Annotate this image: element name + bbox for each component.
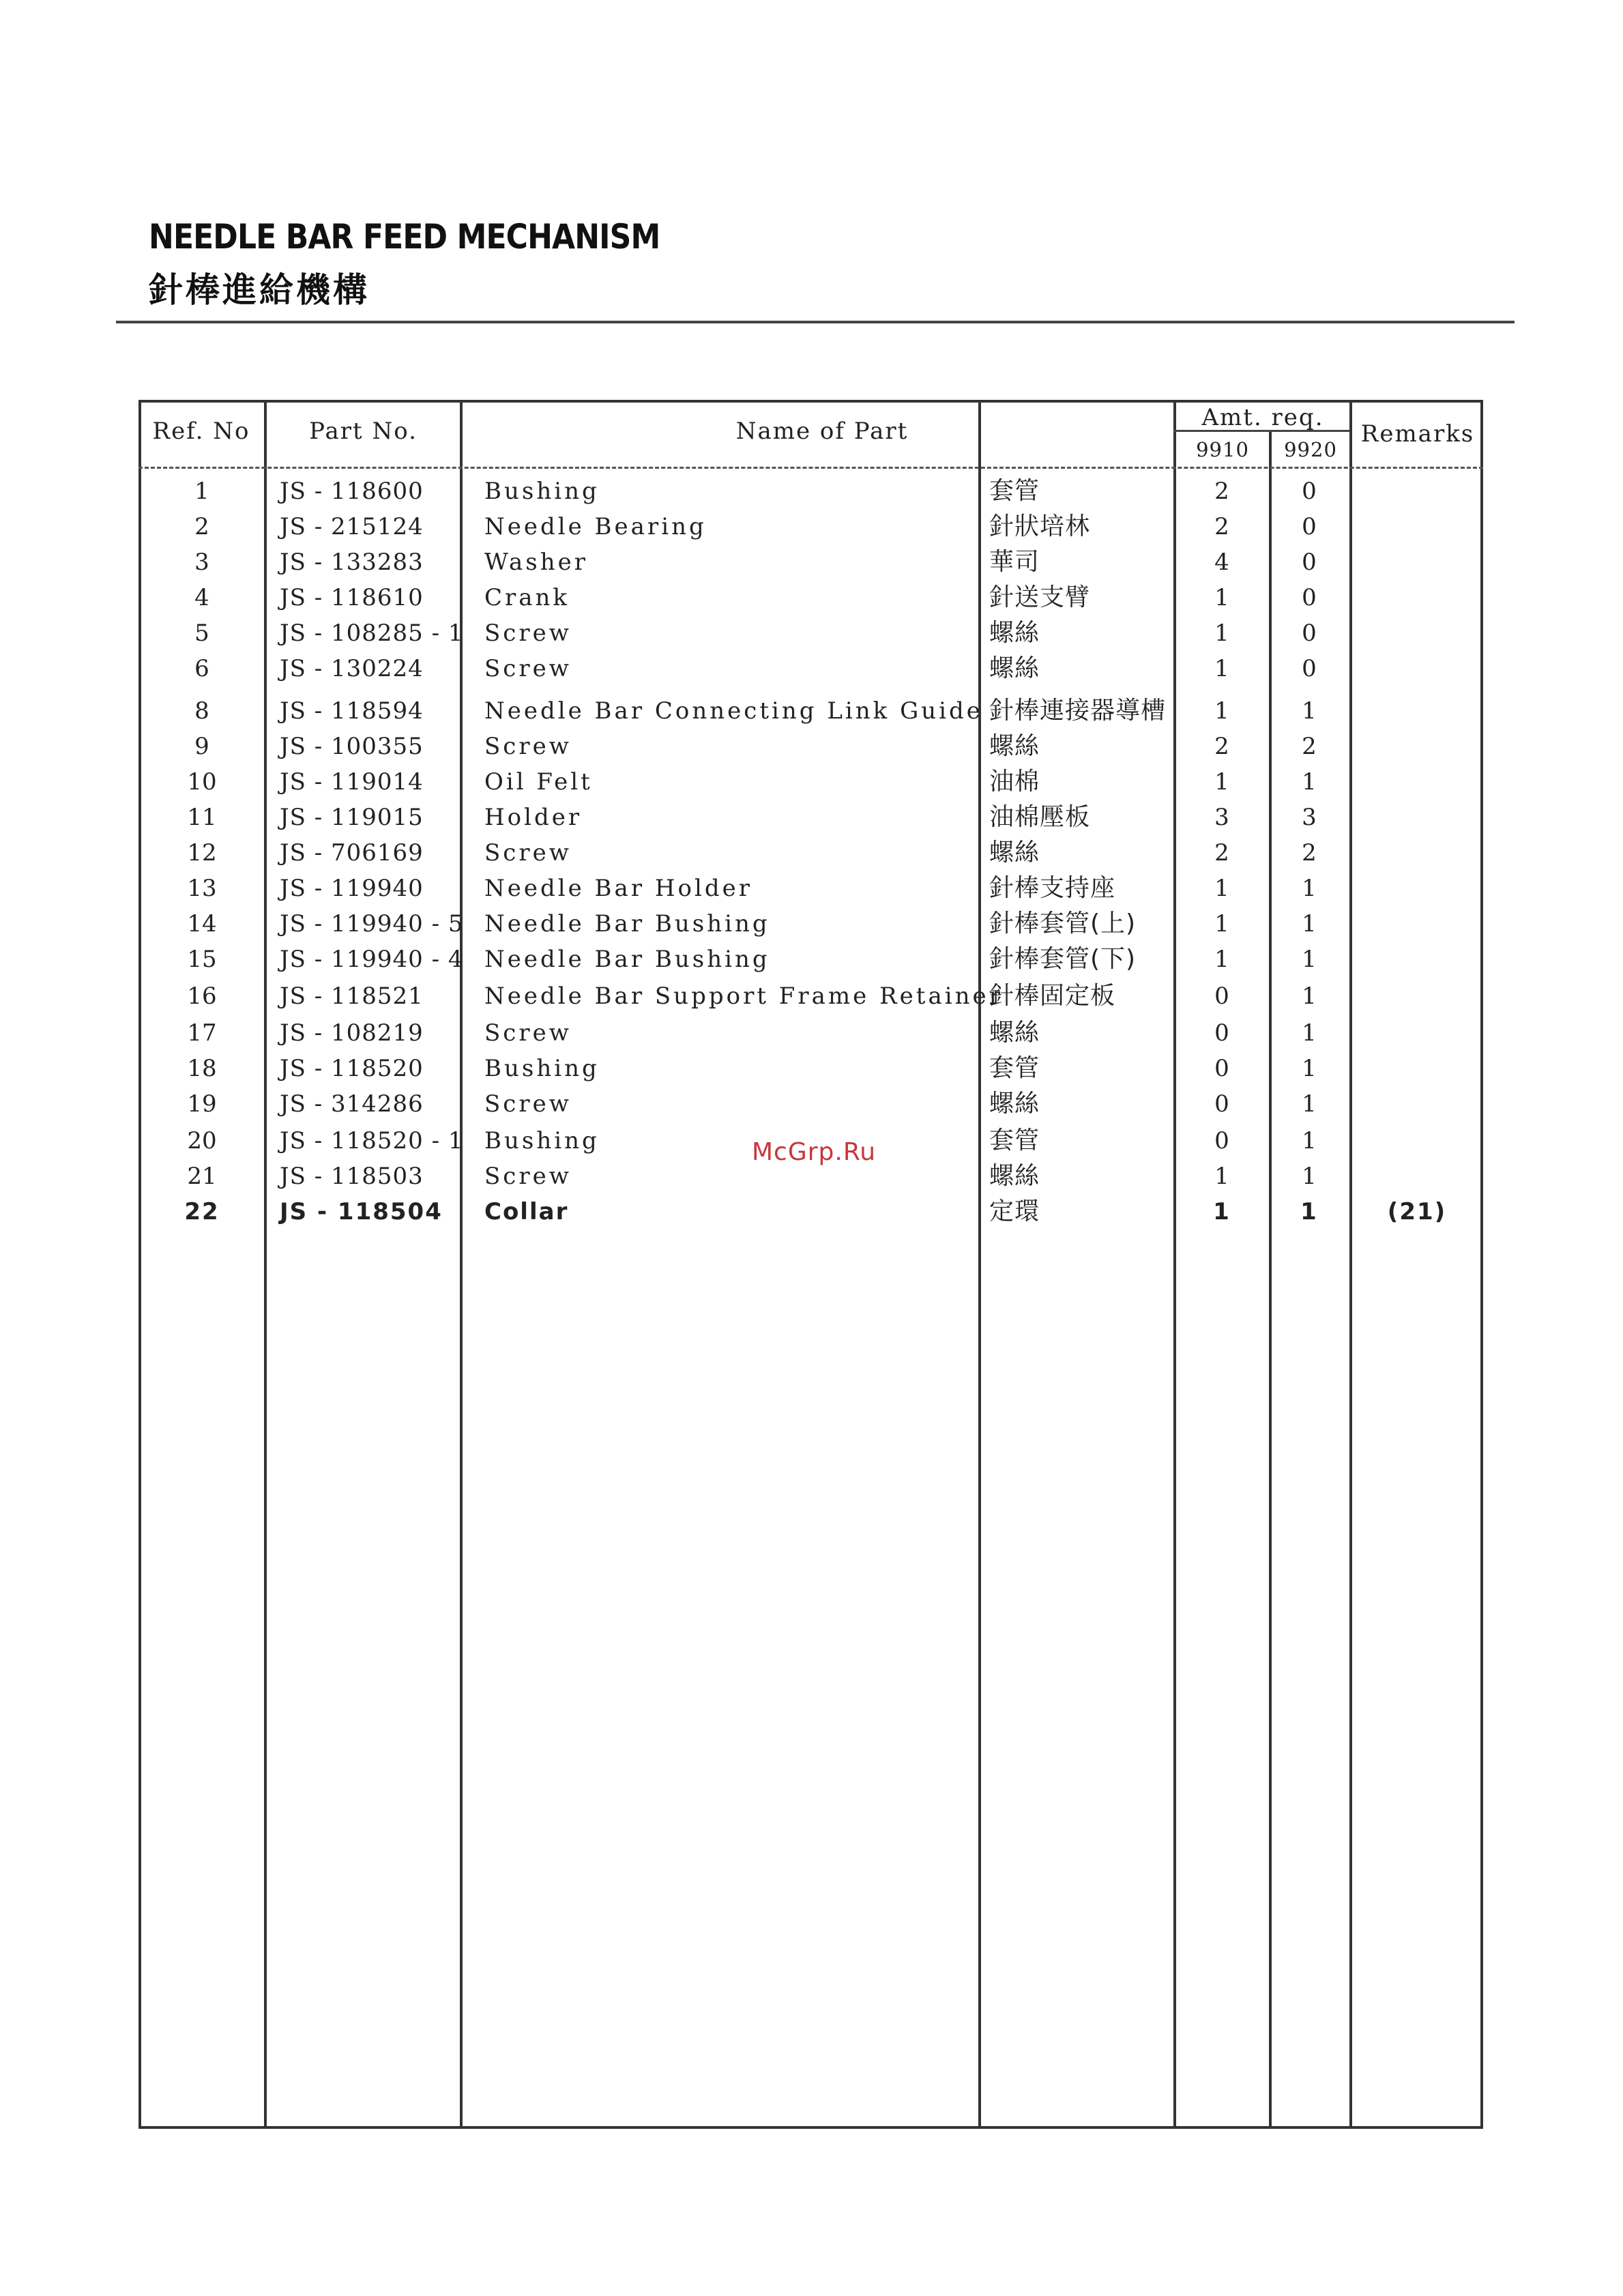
part-name-chinese-cell: 針棒支持座 (989, 874, 1116, 902)
part-no-cell: JS - 118504 (280, 1198, 443, 1225)
amt-9920-cell: 1 (1302, 1163, 1317, 1190)
amt-9910-cell: 1 (1214, 875, 1229, 902)
header-ref-no: Ref. No (152, 418, 250, 445)
part-no-cell: JS - 215124 (280, 513, 424, 540)
ref-no-cell: 15 (187, 946, 217, 973)
amt-9910-cell: 2 (1214, 478, 1229, 505)
part-no-cell: JS - 133283 (280, 549, 424, 576)
part-no-cell: JS - 108219 (280, 1019, 424, 1047)
part-name-cell: Needle Bar Connecting Link Guide (484, 697, 983, 725)
amt-9920-cell: 1 (1302, 1019, 1317, 1047)
header-name-of-part: Name of Part (735, 418, 909, 445)
amt-9910-cell: 1 (1214, 584, 1229, 611)
part-name-cell: Needle Bar Bushing (484, 946, 770, 973)
part-no-cell: JS - 119940 (280, 875, 424, 902)
amt-9920-cell: 0 (1302, 478, 1317, 505)
watermark: McGrp.Ru (752, 1138, 877, 1166)
ref-no-cell: 11 (187, 804, 217, 831)
part-name-chinese-cell: 螺絲 (989, 839, 1040, 867)
amt-9920-cell: 1 (1302, 946, 1317, 973)
amt-9910-cell: 0 (1214, 1127, 1229, 1154)
amt-9910-cell: 2 (1214, 733, 1229, 760)
header-remarks: Remarks (1360, 420, 1475, 448)
amt-9910-cell: 0 (1214, 1019, 1229, 1047)
part-name-cell: Washer (484, 549, 588, 576)
ref-no-cell: 1 (194, 478, 209, 505)
amt-9920-cell: 1 (1302, 1127, 1317, 1154)
part-name-cell: Bushing (484, 1127, 600, 1154)
ref-no-cell: 22 (184, 1198, 220, 1225)
part-no-cell: JS - 118521 (280, 983, 424, 1010)
ref-no-cell: 12 (187, 839, 217, 867)
header-amt-9920: 9920 (1284, 438, 1337, 461)
amt-9920-cell: 0 (1302, 620, 1317, 647)
amt-9910-cell: 0 (1214, 1055, 1229, 1082)
amt-9920-cell: 1 (1302, 875, 1317, 902)
part-name-cell: Screw (484, 1019, 572, 1047)
page-title-chinese: 針棒進給機構 (149, 270, 370, 310)
ref-no-cell: 20 (187, 1127, 217, 1154)
header-amt-req: Amt. req. (1201, 404, 1324, 431)
part-name-cell: Crank (484, 584, 570, 611)
part-name-chinese-cell: 套管 (989, 1127, 1040, 1154)
part-name-chinese-cell: 華司 (989, 548, 1040, 576)
amt-9910-cell: 1 (1214, 768, 1229, 796)
amt-9910-cell: 1 (1214, 910, 1229, 938)
amt-9910-cell: 1 (1214, 1163, 1229, 1190)
ref-no-cell: 13 (187, 875, 217, 902)
ref-no-cell: 14 (187, 910, 217, 938)
part-name-cell: Bushing (484, 1055, 600, 1082)
amt-9910-cell: 3 (1214, 804, 1229, 831)
amt-9920-cell: 1 (1300, 1198, 1318, 1225)
amt-9910-cell: 4 (1214, 549, 1229, 576)
part-name-chinese-cell: 螺絲 (989, 619, 1040, 647)
part-no-cell: JS - 119015 (280, 804, 424, 831)
ref-no-cell: 9 (194, 733, 209, 760)
page-title: NEEDLE BAR FEED MECHANISM (149, 217, 660, 257)
ref-no-cell: 8 (194, 697, 209, 725)
part-name-chinese-cell: 螺絲 (989, 1019, 1040, 1047)
column-divider (1269, 431, 1272, 2129)
column-divider (1349, 400, 1352, 2129)
part-name-chinese-cell: 套管 (989, 477, 1040, 505)
amt-9910-cell: 0 (1214, 983, 1229, 1010)
part-no-cell: JS - 118520 (280, 1055, 424, 1082)
header-part-no: Part No. (309, 418, 418, 445)
title-divider (116, 321, 1515, 323)
part-name-chinese-cell: 螺絲 (989, 1090, 1040, 1118)
part-name-cell: Oil Felt (484, 768, 593, 796)
amt-9910-cell: 1 (1214, 946, 1229, 973)
amt-9920-cell: 0 (1302, 655, 1317, 682)
amt-9920-cell: 3 (1302, 804, 1317, 831)
amt-9910-cell: 2 (1214, 839, 1229, 867)
part-no-cell: JS - 118503 (280, 1163, 424, 1190)
ref-no-cell: 6 (194, 655, 209, 682)
part-name-cell: Needle Bar Support Frame Retainer (484, 983, 1003, 1010)
part-name-chinese-cell: 針棒連接器導槽 (989, 697, 1167, 725)
ref-no-cell: 18 (187, 1055, 217, 1082)
part-name-cell: Screw (484, 1163, 572, 1190)
ref-no-cell: 19 (187, 1090, 217, 1118)
part-name-cell: Needle Bar Holder (484, 875, 753, 902)
part-no-cell: JS - 314286 (280, 1090, 424, 1118)
part-name-chinese-cell: 針狀培林 (989, 512, 1091, 540)
ref-no-cell: 5 (194, 620, 209, 647)
amt-9910-cell: 1 (1214, 620, 1229, 647)
part-name-cell: Needle Bar Bushing (484, 910, 770, 938)
amt-9920-cell: 1 (1302, 983, 1317, 1010)
part-name-chinese-cell: 套管 (989, 1054, 1040, 1082)
part-name-chinese-cell: 針棒套管(上) (989, 910, 1137, 938)
ref-no-cell: 16 (187, 983, 217, 1010)
header-amt-9910: 9910 (1196, 438, 1249, 461)
part-name-chinese-cell: 針送支臂 (989, 583, 1091, 611)
amt-9920-cell: 0 (1302, 584, 1317, 611)
amt-9920-cell: 1 (1302, 910, 1317, 938)
part-name-chinese-cell: 螺絲 (989, 1162, 1040, 1190)
amt-9920-cell: 1 (1302, 697, 1317, 725)
part-name-chinese-cell: 針棒套管(下) (989, 945, 1137, 973)
part-name-chinese-cell: 油棉 (989, 768, 1040, 796)
part-name-cell: Screw (484, 655, 572, 682)
part-no-cell: JS - 118610 (280, 584, 424, 611)
part-no-cell: JS - 119940 - 5 (280, 910, 464, 938)
amt-9920-cell: 2 (1302, 733, 1317, 760)
amt-9910-cell: 1 (1214, 655, 1229, 682)
amt-9910-cell: 2 (1214, 513, 1229, 540)
part-no-cell: JS - 118520 - 1 (280, 1127, 464, 1154)
ref-no-cell: 21 (187, 1163, 217, 1190)
ref-no-cell: 4 (194, 584, 209, 611)
part-name-cell: Screw (484, 620, 572, 647)
amt-9910-cell: 1 (1213, 1198, 1231, 1225)
part-no-cell: JS - 100355 (280, 733, 424, 760)
part-name-chinese-cell: 螺絲 (989, 654, 1040, 682)
part-no-cell: JS - 130224 (280, 655, 424, 682)
part-no-cell: JS - 119014 (280, 768, 424, 796)
amt-9920-cell: 0 (1302, 549, 1317, 576)
header-rule (138, 467, 1483, 469)
part-name-cell: Screw (484, 733, 572, 760)
part-name-chinese-cell: 針棒固定板 (989, 982, 1116, 1010)
part-name-cell: Collar (484, 1198, 569, 1225)
part-name-cell: Bushing (484, 478, 600, 505)
ref-no-cell: 2 (194, 513, 209, 540)
ref-no-cell: 17 (187, 1019, 217, 1047)
part-no-cell: JS - 118594 (280, 697, 424, 725)
part-no-cell: JS - 108285 - 1 (280, 620, 464, 647)
amt-9920-cell: 1 (1302, 1090, 1317, 1118)
amt-9920-cell: 1 (1302, 1055, 1317, 1082)
part-name-cell: Needle Bearing (484, 513, 707, 540)
amt-9920-cell: 0 (1302, 513, 1317, 540)
amt-9920-cell: 1 (1302, 768, 1317, 796)
amt-9920-cell: 2 (1302, 839, 1317, 867)
part-name-cell: Screw (484, 1090, 572, 1118)
part-name-chinese-cell: 螺絲 (989, 732, 1040, 760)
amt-9910-cell: 0 (1214, 1090, 1229, 1118)
part-no-cell: JS - 119940 - 4 (280, 946, 464, 973)
part-no-cell: JS - 118600 (280, 478, 424, 505)
ref-no-cell: 3 (194, 549, 209, 576)
part-no-cell: JS - 706169 (280, 839, 424, 867)
amt-9910-cell: 1 (1214, 697, 1229, 725)
part-name-cell: Screw (484, 839, 572, 867)
part-name-cell: Holder (484, 804, 583, 831)
part-name-chinese-cell: 油棉壓板 (989, 803, 1091, 831)
part-name-chinese-cell: 定環 (989, 1197, 1040, 1225)
remarks-cell: (21) (1387, 1198, 1447, 1225)
ref-no-cell: 10 (187, 768, 217, 796)
